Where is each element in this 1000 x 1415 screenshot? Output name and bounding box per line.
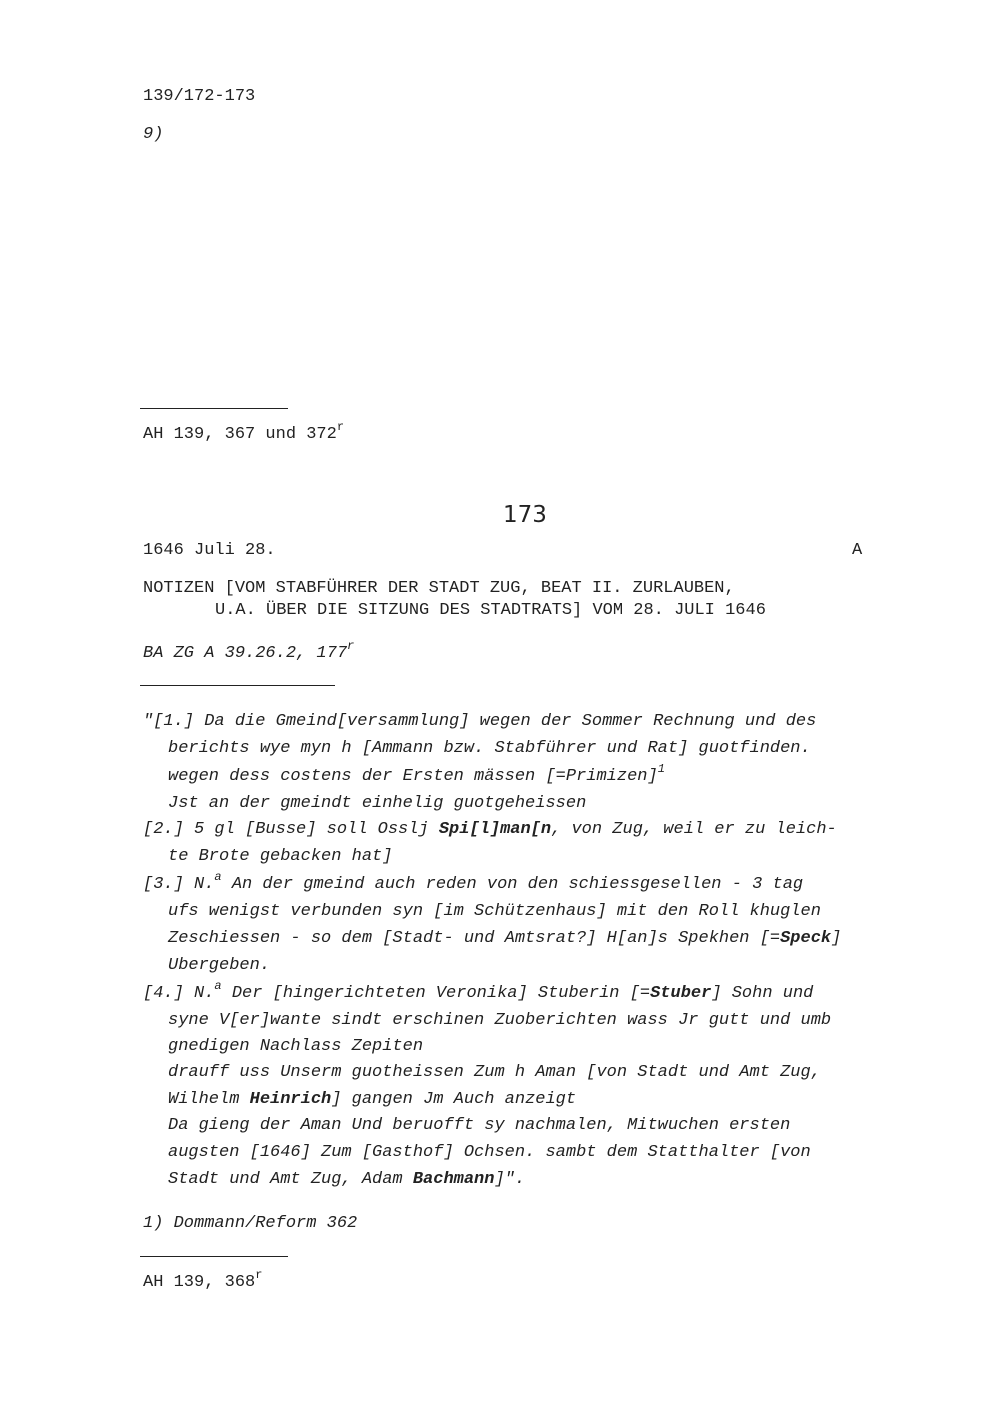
body-line: augsten [1646] Zum [Gasthof] Ochsen. sambt dem Statthalter [von <box>168 1143 811 1162</box>
highlighted-name: Stuber <box>650 984 712 1003</box>
body-line: drauff uss Unserm guotheissen Zum h Aman [von Stadt und Amt Zug, <box>168 1063 821 1082</box>
highlighted-name: Bachmann <box>412 1170 495 1189</box>
previous-source-reference <box>143 420 345 444</box>
body-line: [2.] 5 gl [Busse] soll Osslj Spi[l]man[n, von Zug, weil er zu leich- <box>143 820 837 839</box>
previous-source-superscript: r <box>336 420 345 434</box>
document-title-line-2: U.A. ÜBER DIE SITZUNG DES STADTRATS] VOM 28. JULI 1646 <box>215 601 766 620</box>
previous-note-marker: 9) <box>143 125 164 144</box>
document-title-line-1: NOTIZEN [VOM STABFÜHRER DER STADT ZUG, BEAT II. ZURLAUBEN, <box>143 579 735 598</box>
body-line: ufs wenigst verbunden syn [im Schützenhaus] mit den Roll khuglen <box>168 902 821 921</box>
previous-document-reference: 139/172-173 <box>143 87 256 106</box>
body-line: Stadt und Amt Zug, Adam Bachmann]". <box>168 1170 526 1189</box>
divider <box>140 408 288 409</box>
superscript: a <box>214 979 222 993</box>
document-date: 1646 Juli 28. <box>143 541 276 560</box>
body-line: gnedigen Nachlass Zepiten <box>168 1037 424 1056</box>
body-line: [3.] N.$^a$ An der gmeind auch reden von den schiessgesellen - 3 tag <box>143 870 804 894</box>
highlighted-name: Spi[l]man[n <box>438 820 552 839</box>
superscript: a <box>214 870 222 884</box>
archive-source <box>143 639 355 663</box>
body-line: Wilhelm Heinrich] gangen Jm Auch anzeigt <box>168 1090 577 1109</box>
archive-source-superscript: r <box>347 639 355 653</box>
body-line: Jst an der gmeindt einhelig guotgeheissen <box>168 794 587 813</box>
body-line: berichts wye myn h [Ammann bzw. Stabführer und Rat] guotfinden. <box>168 739 811 758</box>
body-line: Zeschiessen - so dem [Stadt- und Amtsrat?] H[an]s Spekhen [=Speck] <box>168 929 842 948</box>
body-line: syne V[er]wante sindt erschinen Zuoberichten wass Jr gutt und umb <box>168 1011 832 1030</box>
previous-source-text: AH 139, 367 und 372 <box>143 425 337 444</box>
body-line: Ubergeben. <box>168 956 271 975</box>
footnote: 1) Dommann/Reform 362 <box>143 1214 358 1233</box>
document-number: 173 <box>503 502 547 528</box>
divider <box>140 1256 288 1257</box>
folio-reference <box>143 1268 263 1292</box>
body-line: wegen dess costens der Ersten mässen [=Primizen]$^1$ <box>168 762 665 786</box>
highlighted-name: Heinrich <box>249 1090 332 1109</box>
body-line: "[1.] Da die Gmeind[versammlung] wegen der Sommer Rechnung und des <box>143 712 817 731</box>
body-line: [4.] N.$^a$ Der [hingerichteten Veronika] Stuberin [=Stuber] Sohn und <box>143 979 814 1003</box>
footnote-reference: 1 <box>657 762 665 776</box>
document-letter: A <box>852 541 863 560</box>
archive-source-text: BA ZG A 39.26.2, 177 <box>143 644 348 663</box>
folio-superscript: r <box>255 1268 263 1282</box>
body-line: Da gieng der Aman Und beruofft sy nachmalen, Mitwuchen ersten <box>168 1116 791 1135</box>
divider <box>140 685 335 686</box>
body-line: te Brote gebacken hat] <box>168 847 393 866</box>
highlighted-name: Speck <box>780 929 832 948</box>
folio-text: AH 139, 368 <box>143 1273 256 1292</box>
